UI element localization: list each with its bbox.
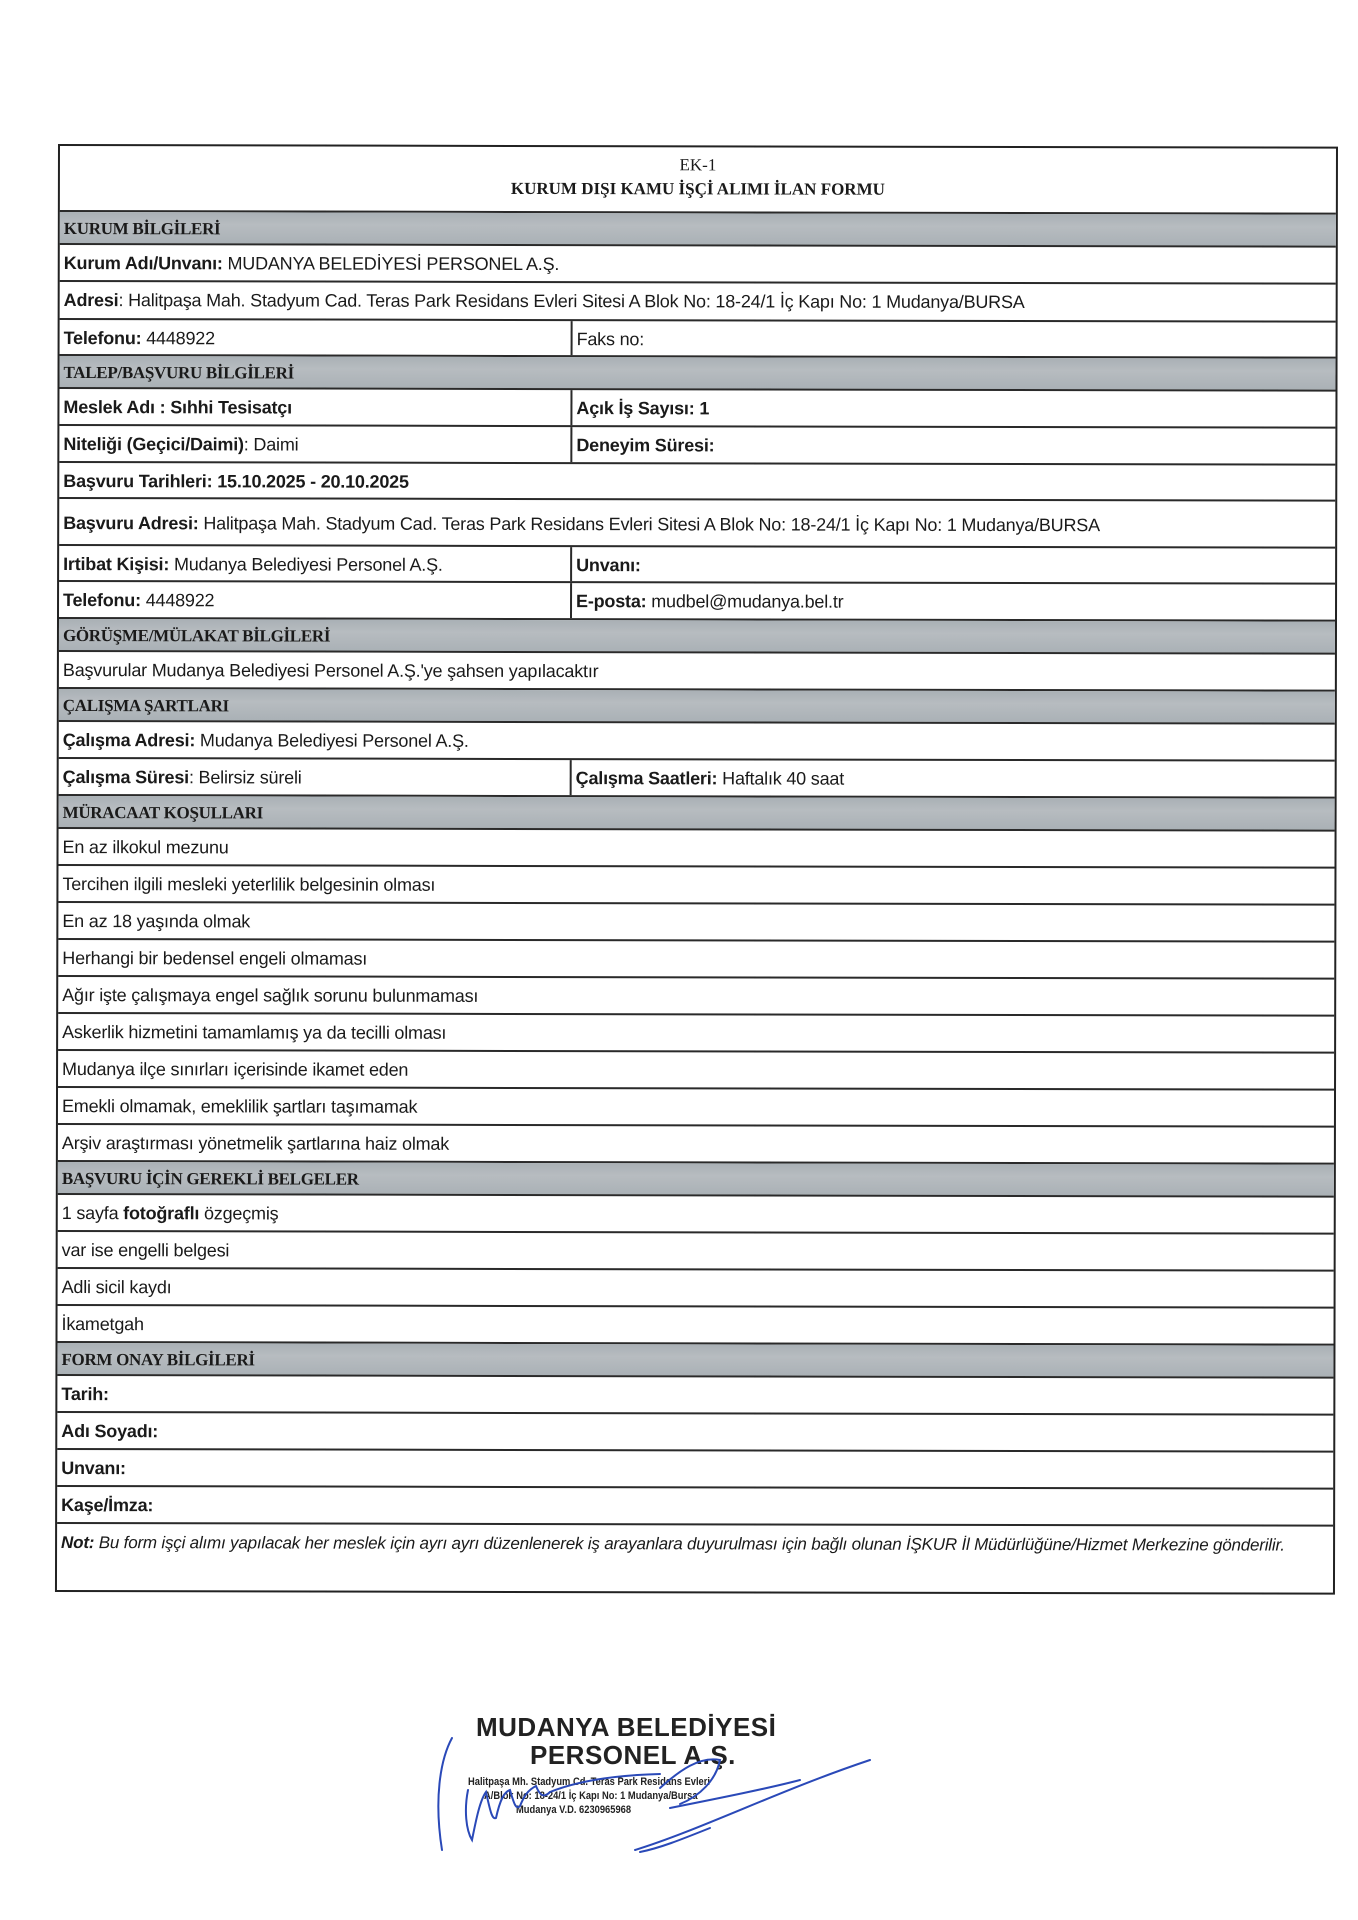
employment-type-value: : Daimi — [243, 434, 299, 455]
work-duration-hours-row — [59, 759, 1335, 799]
job-name-value: : Sıhhi Tesisatçı — [154, 397, 292, 418]
contact-phone-value: 4448922 — [140, 590, 215, 611]
application-address-value: Halitpaşa Mah. Stadyum Cad. Teras Park Residans Evleri Sitesi A Blok No: 18-24/1 İç Kapı No: 1 Mudanya/BURSA — [198, 513, 1100, 536]
approval-date-row — [57, 1376, 1333, 1416]
institution-phone-fax-row — [60, 320, 1336, 359]
section-form-approval — [57, 1343, 1333, 1379]
annex-label: EK-1 — [679, 155, 717, 175]
contact-row — [59, 546, 1335, 585]
title-label: Unvanı: — [61, 1458, 126, 1479]
condition-item: En az 18 yaşında olmak — [58, 903, 1334, 943]
note-label: Not: — [61, 1533, 95, 1553]
condition-item: Askerlik hizmetini tamamlamış ya da tecilli olması — [58, 1014, 1334, 1054]
field-label: E-posta: — [576, 591, 647, 612]
field-label: Unvanı: — [576, 555, 641, 576]
section-interview-info — [59, 619, 1335, 655]
section-title: BAŞVURU İÇİN GEREKLİ BELGELER — [61, 1169, 359, 1189]
field-label: Irtibat Kişisi: — [63, 554, 170, 575]
stamp-signature-label: Kaşe/İmza: — [61, 1495, 154, 1516]
field-label: Çalışma Adresi: — [62, 730, 196, 751]
contact-person-value: Mudanya Belediyesi Personel A.Ş. — [169, 554, 443, 575]
section-title: MÜRACAAT KOŞULLARI — [62, 803, 263, 823]
type-row — [59, 426, 1335, 466]
section-title: ÇALIŞMA ŞARTLARI — [62, 696, 229, 716]
work-address-row — [59, 722, 1335, 762]
form-header — [60, 146, 1336, 215]
stamp-line-2: PERSONEL A.Ş. — [530, 1740, 736, 1770]
field-label: Deneyim Süresi: — [576, 435, 715, 456]
work-duration-value: : Belirsiz süreli — [188, 767, 302, 788]
field-label: Çalışma Süresi — [62, 767, 189, 788]
section-institution-info — [60, 212, 1336, 248]
work-address-value: Mudanya Belediyesi Personel A.Ş. — [195, 730, 469, 751]
section-title: TALEP/BAŞVURU BİLGİLERİ — [63, 363, 294, 383]
job-posting-form — [55, 144, 1338, 1595]
dates-row — [59, 463, 1335, 502]
work-hours-value: Haftalık 40 saat — [717, 768, 845, 789]
field-label: Adresi — [63, 290, 119, 311]
stamp-line-4: A/Blok No: 18-24/1 İç Kapı No: 1 Mudanya/Bursa — [484, 1790, 698, 1802]
application-dates-value: 15.10.2025 - 20.10.2025 — [212, 471, 409, 492]
stamp-line-5: Mudanya V.D. 6230965968 — [516, 1804, 632, 1816]
institution-name-row — [60, 245, 1336, 285]
approval-title-row — [57, 1450, 1333, 1490]
condition-item: Arşiv araştırması yönetmelik şartlarına haiz olmak — [58, 1125, 1334, 1165]
approval-name-row — [57, 1413, 1333, 1453]
name-label: Adı Soyadı: — [61, 1421, 159, 1442]
stamp-line-3: Halitpaşa Mh. Stadyum Cd. Teras Park Residans Evleri — [468, 1776, 710, 1788]
document-item: Adli sicil kaydı — [58, 1269, 1334, 1309]
form-note — [57, 1524, 1333, 1593]
company-stamp — [430, 1712, 900, 1852]
document-item: İkametgah — [57, 1306, 1333, 1346]
contact-phone-email-row — [59, 582, 1335, 622]
field-label: Açık İş Sayısı: — [576, 398, 695, 419]
fax-label: Faks no: — [576, 329, 645, 350]
note-text: Bu form işçi alımı yapılacak her meslek için ayrı ayrı düzenlenerek iş arayanlara duyurulması için bağlı olunan İŞKUR İl Müdürlüğüne/Hizmet Merkezine gönderilir. — [94, 1533, 1285, 1555]
section-title: GÖRÜŞME/MÜLAKAT BİLGİLERİ — [62, 626, 331, 646]
section-application-conditions — [59, 796, 1335, 832]
email-value[interactable]: mudbel@mudanya.bel.tr — [646, 591, 844, 612]
section-application-info — [59, 356, 1335, 392]
section-title: KURUM BİLGİLERİ — [63, 219, 221, 239]
condition-item: Ağır işte çalışmaya engel sağlık sorunu bulunmaması — [58, 977, 1334, 1017]
date-label: Tarih: — [61, 1384, 109, 1405]
field-label: Başvuru Tarihleri: — [63, 471, 213, 492]
interview-info-text: Başvurular Mudanya Belediyesi Personel A.Ş.'ye şahsen yapılacaktır — [62, 660, 599, 682]
application-address-row — [59, 499, 1335, 549]
field-label: Telefonu: — [63, 590, 141, 611]
condition-item: En az ilkokul mezunu — [58, 829, 1334, 869]
interview-info-row — [59, 652, 1335, 692]
form-title: KURUM DIŞI KAMU İŞÇİ ALIMI İLAN FORMU — [510, 178, 885, 199]
section-working-conditions — [59, 689, 1335, 725]
document-item: var ise engelli belgesi — [58, 1232, 1334, 1272]
institution-address-row — [60, 282, 1336, 323]
condition-item: Tercihen ilgili mesleki yeterlilik belgesinin olması — [58, 866, 1334, 906]
approval-stamp-row — [57, 1487, 1333, 1527]
field-label: Çalışma Saatleri: — [575, 768, 718, 789]
institution-phone-value: 4448922 — [141, 328, 215, 349]
document-item: 1 sayfa fotoğraflı özgeçmiş — [58, 1195, 1334, 1235]
field-label: Niteliği (Geçici/Daimi) — [63, 434, 244, 455]
field-label: Telefonu: — [63, 328, 142, 349]
section-required-documents — [58, 1162, 1334, 1198]
job-row — [59, 389, 1335, 429]
field-label: Kurum Adı/Unvanı: — [63, 253, 223, 274]
open-positions-value: 1 — [694, 398, 710, 419]
condition-item: Mudanya ilçe sınırları içerisinde ikamet eden — [58, 1051, 1334, 1091]
institution-address-value: : Halitpaşa Mah. Stadyum Cad. Teras Park Residans Evleri Sitesi A Blok No: 18-24/1 İç Kapı No: 1 Mudanya/BURSA — [118, 290, 1025, 313]
field-label: Başvuru Adresi: — [63, 513, 199, 534]
stamp-line-1: MUDANYA BELEDİYESİ — [476, 1712, 777, 1742]
condition-item: Emekli olmamak, emeklilik şartları taşımamak — [58, 1088, 1334, 1128]
condition-item: Herhangi bir bedensel engeli olmaması — [58, 940, 1334, 980]
section-title: FORM ONAY BİLGİLERİ — [61, 1350, 255, 1370]
institution-name-value: MUDANYA BELEDİYESİ PERSONEL A.Ş. — [222, 253, 560, 275]
field-label: Meslek Adı — [63, 397, 155, 418]
